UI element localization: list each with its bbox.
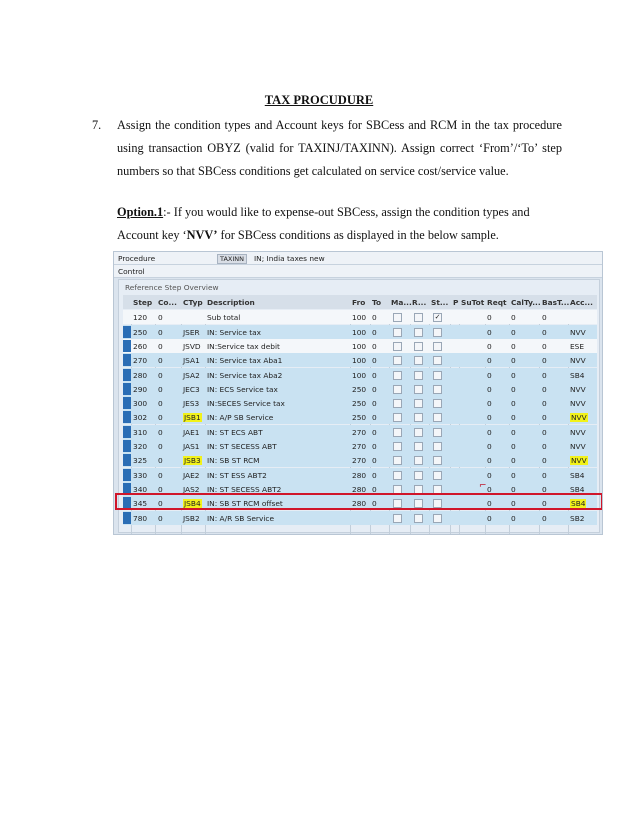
row-selector[interactable]	[123, 469, 131, 481]
description-cell: IN: SB ST RCM offset	[207, 499, 283, 509]
statistical-checkbox[interactable]	[433, 442, 442, 451]
table-row[interactable]	[123, 325, 597, 339]
statistical-checkbox[interactable]	[433, 342, 442, 351]
from-cell: 270	[352, 442, 367, 451]
row-selector[interactable]	[123, 354, 131, 366]
counter-cell: 0	[158, 356, 163, 366]
row-selector[interactable]	[123, 512, 131, 524]
statistical-checkbox[interactable]	[433, 399, 442, 408]
statistical-checkbox[interactable]	[433, 471, 442, 480]
condition-type-cell: JAE2	[183, 470, 200, 480]
counter-cell: 0	[158, 313, 163, 323]
from-cell: 280	[352, 484, 367, 494]
counter-cell: 0	[158, 413, 163, 423]
highlight-box	[115, 493, 603, 510]
from-cell: 250	[352, 399, 367, 409]
column-header[interactable]: Step	[133, 298, 153, 307]
to-cell: 0	[372, 399, 377, 409]
to-cell: 0	[372, 442, 377, 451]
step-cell: 345	[133, 499, 148, 509]
calc-type-cell: 0	[511, 341, 516, 351]
column-header[interactable]: BasT...	[542, 298, 570, 307]
from-cell: 280	[352, 499, 367, 509]
step-cell: 120	[133, 313, 148, 323]
account-key-cell: NVV	[570, 327, 586, 337]
item-number: 7.	[92, 118, 102, 132]
description-cell: IN: ST ESS ABT2	[207, 470, 267, 480]
condition-type-cell: JES3	[183, 399, 200, 409]
counter-cell: 0	[158, 427, 163, 437]
flag-checkbox[interactable]	[393, 356, 402, 365]
flag-checkbox[interactable]	[393, 399, 402, 408]
to-cell: 0	[372, 427, 377, 437]
account-key-cell: NVV	[570, 356, 586, 366]
to-cell: 0	[372, 341, 377, 351]
table-row[interactable]	[123, 310, 597, 324]
table-row[interactable]	[123, 410, 597, 424]
account-key-cell: NVV	[571, 456, 587, 466]
flag-checkbox[interactable]	[414, 456, 423, 465]
counter-cell: 0	[158, 399, 163, 409]
account-key-cell: NVV	[570, 399, 586, 409]
flag-checkbox[interactable]	[393, 471, 402, 480]
to-cell: 0	[372, 484, 377, 494]
step-cell: 250	[133, 327, 148, 337]
column-header[interactable]: Reqt	[487, 298, 507, 307]
control-label[interactable]: Control	[118, 267, 145, 276]
statistical-checkbox[interactable]	[433, 514, 442, 523]
calc-type-cell: 0	[511, 399, 516, 409]
counter-cell: 0	[158, 442, 163, 451]
table-row[interactable]	[123, 339, 597, 353]
step-cell: 325	[133, 456, 148, 466]
procedure-row	[114, 252, 602, 265]
to-cell: 0	[372, 413, 377, 423]
procedure-description: IN; India taxes new	[254, 254, 325, 263]
to-cell: 0	[372, 370, 377, 380]
account-key-cell: SB4	[570, 484, 585, 494]
flag-checkbox[interactable]	[414, 356, 423, 365]
from-cell: 250	[352, 413, 367, 423]
calc-type-cell: 0	[511, 484, 516, 494]
counter-cell: 0	[158, 513, 163, 523]
base-type-cell: 0	[542, 370, 547, 380]
table-row[interactable]	[123, 453, 597, 467]
description-cell: Sub total	[207, 313, 241, 323]
condition-type-cell: JSA1	[183, 356, 200, 366]
calc-type-cell: 0	[511, 513, 516, 523]
calc-type-cell: 0	[511, 384, 516, 394]
statistical-checkbox[interactable]: ✓	[434, 313, 441, 322]
document-heading: TAX PROCUDURE	[264, 93, 374, 107]
step-cell: 260	[133, 341, 148, 351]
description-cell: IN:Service tax debit	[207, 341, 280, 351]
flag-checkbox[interactable]	[393, 371, 402, 380]
table-row[interactable]	[123, 382, 597, 396]
base-type-cell: 0	[542, 427, 547, 437]
calc-type-cell: 0	[511, 499, 516, 509]
account-key-cell: NVV	[571, 413, 587, 423]
flag-checkbox[interactable]	[414, 385, 423, 394]
base-type-cell: 0	[542, 442, 547, 451]
option-text-a: :- If you would like to expense-out SBCess, assign the condition types and Account key ‘	[117, 205, 530, 242]
table-header-row	[123, 295, 597, 309]
control-row	[114, 265, 602, 278]
counter-cell: 0	[158, 327, 163, 337]
statistical-checkbox[interactable]	[433, 328, 442, 337]
requirement-cell: 0	[487, 456, 492, 466]
description-cell: IN: ST SECESS ABT2	[207, 484, 282, 494]
requirement-cell: 0	[487, 341, 492, 351]
counter-cell: 0	[158, 456, 163, 466]
counter-cell: 0	[158, 341, 163, 351]
calc-type-cell: 0	[511, 456, 516, 466]
flag-checkbox[interactable]	[393, 328, 402, 337]
table-row[interactable]	[123, 439, 597, 453]
row-selector[interactable]	[123, 340, 131, 352]
base-type-cell: 0	[542, 456, 547, 466]
description-cell: IN: Service tax Aba1	[207, 356, 283, 366]
from-cell: 270	[352, 427, 367, 437]
column-header[interactable]: Description	[207, 298, 255, 307]
description-cell: IN: ECS Service tax	[207, 384, 278, 394]
account-key-cell: NVV	[570, 384, 586, 394]
condition-type-cell: JSA2	[183, 370, 200, 380]
calc-type-cell: 0	[511, 427, 516, 437]
to-cell: 0	[372, 384, 377, 394]
row-selector[interactable]	[123, 383, 131, 395]
to-cell: 0	[372, 313, 377, 323]
base-type-cell: 0	[542, 313, 547, 323]
base-type-cell: 0	[542, 513, 547, 523]
from-cell: 270	[352, 456, 367, 466]
flag-checkbox[interactable]	[414, 342, 423, 351]
calc-type-cell: 0	[511, 356, 516, 366]
from-cell: 280	[352, 470, 367, 480]
from-cell: 100	[352, 370, 367, 380]
description-cell: IN: A/P SB Service	[207, 413, 274, 423]
calc-type-cell: 0	[511, 313, 516, 323]
account-key-cell: SB4	[570, 370, 585, 380]
flag-checkbox[interactable]	[393, 385, 402, 394]
calc-type-cell: 0	[511, 413, 516, 423]
column-header[interactable]: CalTy...	[511, 298, 541, 307]
counter-cell: 0	[158, 484, 163, 494]
flag-checkbox[interactable]	[393, 456, 402, 465]
step-cell: 320	[133, 442, 148, 451]
column-header[interactable]: To	[372, 298, 382, 307]
statistical-checkbox[interactable]	[433, 371, 442, 380]
flag-checkbox[interactable]	[393, 342, 402, 351]
option-text-b: for SBCess conditions as displayed in the below sample.	[217, 228, 499, 242]
flag-checkbox[interactable]	[393, 514, 402, 523]
row-selector[interactable]	[123, 440, 131, 452]
to-cell: 0	[372, 499, 377, 509]
calc-type-cell: 0	[511, 370, 516, 380]
table-row[interactable]	[123, 468, 597, 482]
option-key: NVV’	[186, 228, 218, 242]
counter-cell: 0	[158, 470, 163, 480]
condition-type-cell: JSB4	[184, 499, 201, 509]
column-header[interactable]: CTyp	[183, 298, 203, 307]
row-selector[interactable]	[123, 411, 131, 423]
column-header[interactable]: St...	[431, 298, 449, 307]
base-type-cell: 0	[542, 399, 547, 409]
to-cell: 0	[372, 456, 377, 466]
flag-checkbox[interactable]	[393, 442, 402, 451]
column-header[interactable]: R...	[412, 298, 427, 307]
red-marker: ⌐	[479, 481, 487, 492]
step-cell: 310	[133, 427, 148, 437]
requirement-cell: 0	[487, 384, 492, 394]
requirement-cell: 0	[487, 484, 492, 494]
base-type-cell: 0	[542, 356, 547, 366]
requirement-cell: 0	[487, 370, 492, 380]
description-cell: IN:SECES Service tax	[207, 399, 285, 409]
step-cell: 290	[133, 384, 148, 394]
to-cell: 0	[372, 327, 377, 337]
description-cell: IN: Service tax	[207, 327, 262, 337]
requirement-cell: 0	[487, 356, 492, 366]
flag-checkbox[interactable]	[414, 328, 423, 337]
requirement-cell: 0	[487, 313, 492, 323]
procedure-label: Procedure	[118, 254, 156, 263]
option-paragraph	[117, 201, 547, 247]
requirement-cell: 0	[487, 427, 492, 437]
requirement-cell: 0	[487, 499, 492, 509]
row-selector[interactable]	[123, 454, 131, 466]
account-key-cell: ESE	[570, 341, 585, 351]
base-type-cell: 0	[542, 499, 547, 509]
row-selector[interactable]	[123, 326, 131, 338]
counter-cell: 0	[158, 384, 163, 394]
condition-type-cell: JSB2	[183, 513, 200, 523]
flag-checkbox[interactable]	[414, 514, 423, 523]
condition-type-cell: JSER	[183, 327, 200, 337]
step-cell: 300	[133, 399, 148, 409]
statistical-checkbox[interactable]	[433, 356, 442, 365]
statistical-checkbox[interactable]	[433, 385, 442, 394]
statistical-checkbox[interactable]	[433, 413, 442, 422]
from-cell: 100	[352, 341, 367, 351]
base-type-cell: 0	[542, 327, 547, 337]
base-type-cell: 0	[542, 470, 547, 480]
account-key-cell: SB4	[570, 470, 585, 480]
step-cell: 280	[133, 370, 148, 380]
step-cell: 780	[133, 513, 148, 523]
from-cell: 250	[352, 384, 367, 394]
description-cell: IN: ST SECESS ABT	[207, 442, 277, 451]
column-header[interactable]: P	[453, 298, 459, 307]
calc-type-cell: 0	[511, 442, 516, 451]
calc-type-cell: 0	[511, 327, 516, 337]
flag-checkbox[interactable]	[414, 399, 423, 408]
table-row[interactable]	[123, 511, 597, 525]
row-selector[interactable]	[123, 369, 131, 381]
column-header[interactable]: Co...	[158, 298, 177, 307]
flag-checkbox[interactable]	[414, 371, 423, 380]
item-text: Assign the condition types and Account keys for SBCess and RCM in the tax procedure using transaction OBYZ (valid for TAXINJ/TAXINN). Assign correct ‘From’/‘To’ step numbers so that SBCess conditions get calculated on service cost/service value.	[117, 118, 562, 178]
flag-checkbox[interactable]	[414, 413, 423, 422]
description-cell: IN: SB ST RCM	[207, 456, 260, 466]
account-key-cell: NVV	[570, 427, 586, 437]
flag-checkbox[interactable]	[393, 413, 402, 422]
calc-type-cell: 0	[511, 470, 516, 480]
condition-type-cell: JSB1	[184, 413, 201, 423]
condition-type-cell: JAE1	[183, 427, 200, 437]
flag-checkbox[interactable]	[393, 428, 402, 437]
account-key-cell: SB2	[570, 513, 585, 523]
flag-checkbox[interactable]	[414, 442, 423, 451]
column-header[interactable]: Fro	[352, 298, 366, 307]
from-cell: 100	[352, 327, 367, 337]
description-cell: IN: A/R SB Service	[207, 513, 275, 523]
requirement-cell: 0	[487, 399, 492, 409]
step-cell: 330	[133, 470, 148, 480]
column-header[interactable]: Ma...	[391, 298, 412, 307]
condition-type-cell: JSB3	[184, 456, 201, 466]
table-row[interactable]	[123, 368, 597, 382]
step-cell: 302	[133, 413, 148, 423]
flag-checkbox[interactable]	[414, 428, 423, 437]
table-row[interactable]	[123, 353, 597, 367]
statistical-checkbox[interactable]	[433, 428, 442, 437]
description-cell: IN: ST ECS ABT	[207, 427, 263, 437]
requirement-cell: 0	[487, 442, 492, 451]
base-type-cell: 0	[542, 384, 547, 394]
counter-cell: 0	[158, 499, 163, 509]
to-cell: 0	[372, 356, 377, 366]
condition-type-cell: JAS1	[183, 442, 200, 451]
description-cell: IN: Service tax Aba2	[207, 370, 283, 380]
base-type-cell: 0	[542, 341, 547, 351]
row-selector[interactable]	[123, 397, 131, 409]
base-type-cell: 0	[542, 413, 547, 423]
option-label: Option.1	[117, 205, 164, 219]
flag-checkbox[interactable]	[414, 471, 423, 480]
requirement-cell: 0	[487, 513, 492, 523]
from-cell: 100	[352, 313, 367, 323]
sap-screenshot	[113, 251, 603, 535]
flag-checkbox[interactable]	[414, 313, 423, 322]
table-row[interactable]	[123, 425, 597, 439]
statistical-checkbox[interactable]	[433, 456, 442, 465]
table-row[interactable]	[123, 396, 597, 410]
to-cell: 0	[372, 470, 377, 480]
procedure-field[interactable]: TAXINN	[217, 254, 247, 264]
step-cell: 270	[133, 356, 148, 366]
base-type-cell: 0	[542, 484, 547, 494]
section-title: Reference Step Overview	[125, 283, 219, 292]
condition-type-cell: JAS2	[183, 484, 200, 494]
requirement-cell: 0	[487, 470, 492, 480]
from-cell: 100	[352, 356, 367, 366]
column-header[interactable]: Acc...	[570, 298, 593, 307]
account-key-cell: NVV	[570, 442, 586, 451]
step-cell: 340	[133, 484, 148, 494]
account-key-cell: SB4	[571, 499, 586, 509]
condition-type-cell: JSVD	[183, 341, 201, 351]
flag-checkbox[interactable]	[393, 313, 402, 322]
row-selector[interactable]	[123, 426, 131, 438]
requirement-cell: 0	[487, 413, 492, 423]
condition-type-cell: JEC3	[183, 384, 200, 394]
column-header[interactable]: SuTot	[461, 298, 485, 307]
counter-cell: 0	[158, 370, 163, 380]
requirement-cell: 0	[487, 327, 492, 337]
